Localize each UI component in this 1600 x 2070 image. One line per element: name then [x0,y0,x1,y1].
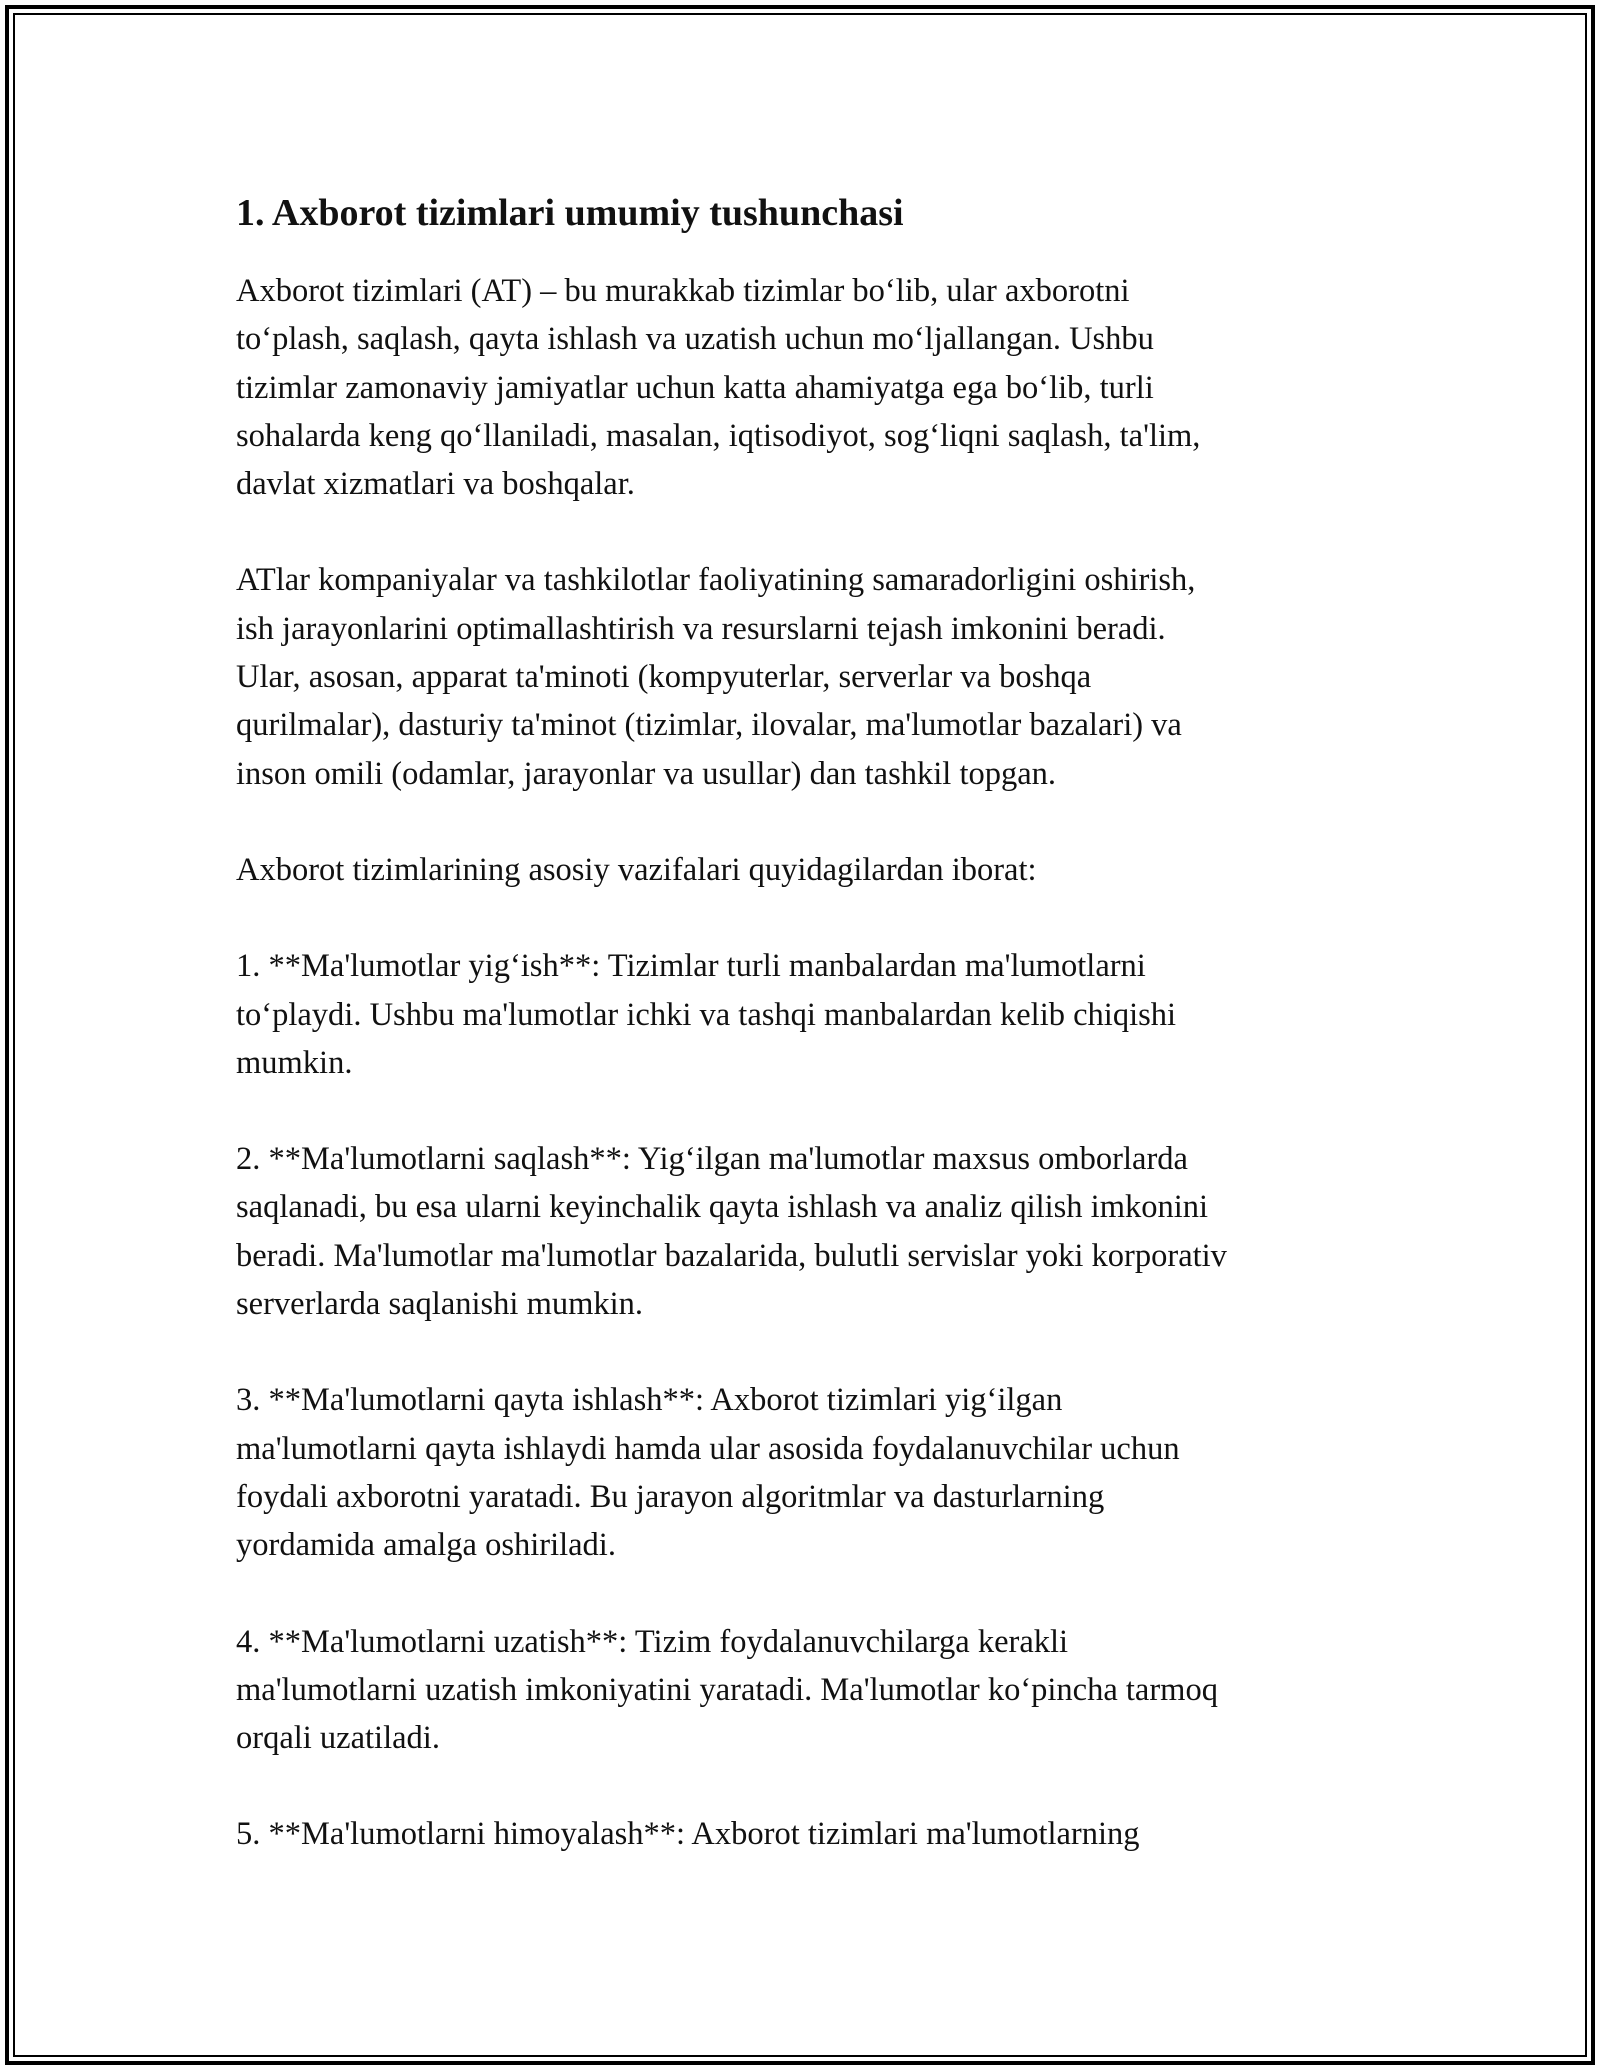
text-line: to‘playdi. Ushbu ma'lumotlar ichki va tashqi manbalardan kelib chiqishi [236,996,1177,1033]
text-line: 2. **Ma'lumotlarni saqlash**: Yig‘ilgan ma'lumotlar maxsus omborlarda [236,1141,1188,1178]
list-item-3 [236,1376,1366,1569]
text-line: 4. **Ma'lumotlarni uzatish**: Tizim foydalanuvchilarga kerakli [236,1623,1069,1660]
paragraph-functions-intro [236,846,1366,894]
list-item-2 [236,1135,1366,1328]
text-line: Axborot tizimlari (AT) – bu murakkab tizimlar bo‘lib, ular axborotni [236,273,1130,309]
text-line: orqali uzatiladi. [236,1720,440,1757]
text-line: yordamida amalga oshiriladi. [236,1527,616,1564]
text-line: tizimlar zamonaviy jamiyatlar uchun katta ahamiyatga ega bo‘lib, turli [236,369,1154,406]
text-line: sohalarda keng qo‘llaniladi, masalan, iqtisodiyot, sog‘liqni saqlash, ta'lim, [236,417,1201,454]
text-line: saqlanadi, bu esa ularni keyinchalik qayta ishlash va analiz qilish imkonini [236,1189,1209,1226]
list-item-4 [236,1618,1366,1763]
text-line: Ular, asosan, apparat ta'minoti (kompyuterlar, serverlar va boshqa [236,659,1092,696]
paragraph-components [236,556,1366,797]
text-line: 5. **Ma'lumotlarni himoyalash**: Axborot tizimlari ma'lumotlarning [236,1816,1140,1853]
document-body [236,185,1366,1907]
text-line: ma'lumotlarni qayta ishlaydi hamda ular asosida foydalanuvchilar uchun [236,1430,1180,1467]
text-line: davlat xizmatlari va boshqalar. [236,466,635,503]
list-item-1 [236,942,1366,1087]
paragraph-intro [236,267,1366,508]
document-title: 1. Axborot tizimlari umumiy tushunchasi [236,192,904,234]
text-line: inson omili (odamlar, jarayonlar va usullar) dan tashkil topgan. [236,755,1057,792]
text-line: serverlarda saqlanishi mumkin. [236,1286,644,1323]
text-line: ish jarayonlarini optimallashtirish va resurslarni tejash imkonini beradi. [236,610,1166,647]
text-line: 3. **Ma'lumotlarni qayta ishlash**: Axborot tizimlari yig‘ilgan [236,1382,1063,1419]
text-line: foydali axborotni yaratadi. Bu jarayon algoritmlar va dasturlarning [236,1478,1105,1515]
text-line: mumkin. [236,1044,353,1081]
text-line: ma'lumotlarni uzatish imkoniyatini yaratadi. Ma'lumotlar ko‘pincha tarmoq [236,1671,1218,1708]
list-item-5 [236,1810,1366,1858]
text-line: ATlar kompaniyalar va tashkilotlar faoliyatining samaradorligini oshirish, [236,562,1196,599]
text-line: to‘plash, saqlash, qayta ishlash va uzatish uchun mo‘ljallangan. Ushbu [236,321,1154,358]
text-line: Axborot tizimlarining asosiy vazifalari quyidagilardan iborat: [236,851,1037,888]
text-line: qurilmalar), dasturiy ta'minot (tizimlar, ilovalar, ma'lumotlar bazalari) va [236,707,1182,744]
text-line: beradi. Ma'lumotlar ma'lumotlar bazalarida, bulutli servislar yoki korporativ [236,1237,1227,1274]
text-line: 1. **Ma'lumotlar yig‘ish**: Tizimlar turli manbalardan ma'lumotlarni [236,948,1146,985]
